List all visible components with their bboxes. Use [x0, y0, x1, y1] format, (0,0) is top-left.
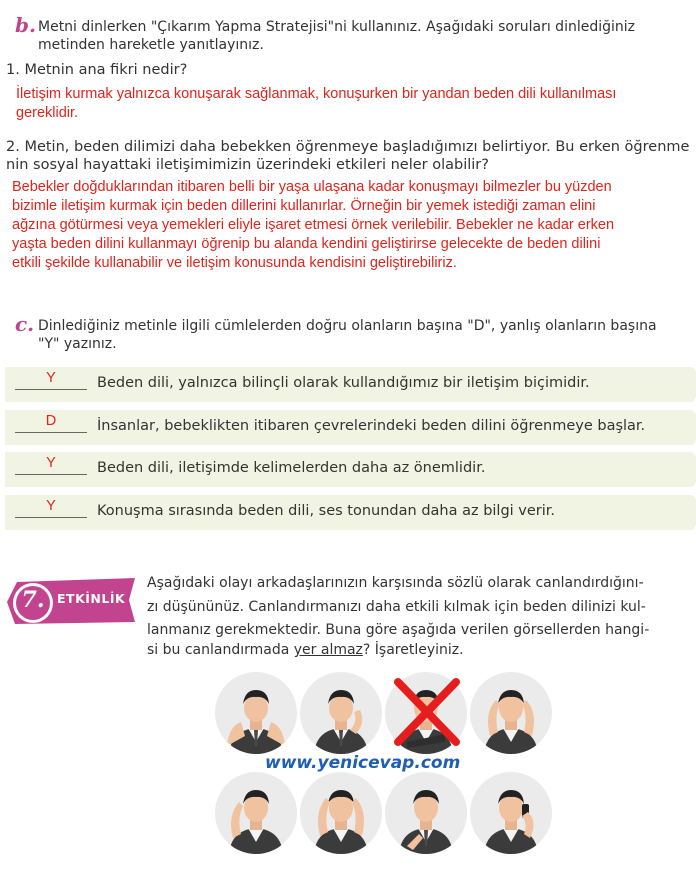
answer-mark-4: Y — [46, 498, 56, 514]
statement-row-4 — [5, 495, 696, 530]
answer-mark-3: Y — [46, 455, 56, 471]
question-2-line1: 2. Metin, beden dilimizi daha bebekken öğrenmeye başladığımızı belirtiyor. Bu erken öğrenme — [6, 139, 690, 155]
answer-blank-1[interactable] — [15, 389, 87, 390]
person-icon — [215, 772, 297, 854]
section-c-instruction-line1: Dinlediğiniz metinle ilgili cümlelerden doğru olanların başına "D", yanlış olanların başına — [38, 318, 657, 334]
activity-line1: Aşağıdaki olayı arkadaşlarınızın karşısında sözlü olarak canlandırdığını- — [147, 575, 644, 591]
section-b-marker: b. — [15, 13, 36, 37]
section-b-instruction-line1: Metni dinlerken "Çıkarım Yapma Stratejisi"ni kullanınız. Aşağıdaki soruları dinlediğiniz — [38, 19, 636, 35]
statement-row-3 — [5, 452, 696, 487]
activity-line4-end: ? İşaretleyiniz. — [362, 642, 464, 658]
person-icon — [470, 672, 552, 754]
answer-mark-1: Y — [46, 370, 56, 386]
person-icon — [300, 772, 382, 854]
answer-mark-2: D — [45, 413, 57, 429]
statement-text-4: Konuşma sırasında beden dili, ses tonundan daha az bilgi verir. — [97, 503, 556, 519]
person-figure-7[interactable] — [385, 772, 467, 854]
statement-row-1 — [5, 367, 696, 402]
activity-line2: zı düşününüz. Canlandırmanızı daha etkili kılmak için beden dilinizi kul- — [147, 599, 646, 615]
answer-2-line4: yaşta beden dilini kullanmayı öğrenip bu alanda kendini geliştirirse gelecekte de beden dilini — [12, 236, 601, 252]
statement-text-3: Beden dili, iletişimde kelimelerden daha az önemlidir. — [97, 460, 486, 476]
watermark-text: www.yenicevap.com — [265, 753, 461, 773]
question-1: 1. Metnin ana fikri nedir? — [6, 62, 188, 78]
statement-text-2: İnsanlar, bebeklikten itibaren çevrelerindeki beden dilini öğrenmeye başlar. — [97, 418, 646, 434]
question-2-line2: nin sosyal hayattaki iletişimimizin üzerindeki etkileri neler olabilir? — [6, 157, 489, 173]
person-figure-1[interactable] — [215, 672, 297, 754]
person-icon — [385, 772, 467, 854]
person-icon — [215, 672, 297, 754]
person-figure-6[interactable] — [300, 772, 382, 854]
section-c-marker: c. — [15, 312, 35, 336]
person-figure-8[interactable] — [470, 772, 552, 854]
activity-badge — [5, 576, 137, 626]
answer-2-line3: ağzına götürmesi veya yemekleri eliyle işaret etmesi örnek verilebilir. Bebekler ne kadar erken — [12, 217, 615, 233]
answer-1-line1: İletişim kurmak yalnızca konuşarak sağlanmak, konuşurken bir yandan beden dili kullanılması — [16, 86, 617, 102]
answer-blank-4[interactable] — [15, 517, 87, 518]
person-icon — [470, 772, 552, 854]
activity-line3: lanmanız gerekmektedir. Buna göre aşağıda verilen görsellerden hangi- — [147, 622, 650, 638]
statement-row-2 — [5, 410, 696, 445]
cross-mark-icon — [392, 676, 462, 748]
activity-label: ETKİNLİK — [57, 591, 126, 606]
activity-number: 7. — [21, 587, 45, 613]
activity-emphasis-underlined: yer almaz — [293, 642, 363, 658]
answer-1-line2: gereklidir. — [16, 105, 79, 121]
answer-2-line2: bizimle iletişim kurmak için beden dillerini kullanırlar. Örneğin bir yemek istediği zaman elini — [12, 198, 596, 214]
answer-blank-2[interactable] — [15, 432, 87, 433]
person-icon — [300, 672, 382, 754]
person-figure-2[interactable] — [300, 672, 382, 754]
section-c-instruction-line2: "Y" yazınız. — [38, 336, 117, 352]
section-b-instruction-line2: metinden hareketle yanıtlayınız. — [38, 37, 264, 53]
person-figure-5[interactable] — [215, 772, 297, 854]
statement-text-1: Beden dili, yalnızca bilinçli olarak kullandığımız bir iletişim biçimidir. — [97, 375, 590, 391]
answer-2-line1: Bebekler doğduklarından itibaren belli bir yaşa ulaşana kadar konuşmayı bilmezler bu yüzden — [12, 179, 612, 195]
activity-line4-start: si bu canlandırmada — [147, 642, 294, 658]
answer-2-line5: etkili şekilde kullanabilir ve iletişim konusunda kendisini geliştirebiliriz. — [12, 255, 457, 271]
activity-line4 — [147, 640, 464, 660]
person-figure-4[interactable] — [470, 672, 552, 754]
answer-blank-3[interactable] — [15, 474, 87, 475]
